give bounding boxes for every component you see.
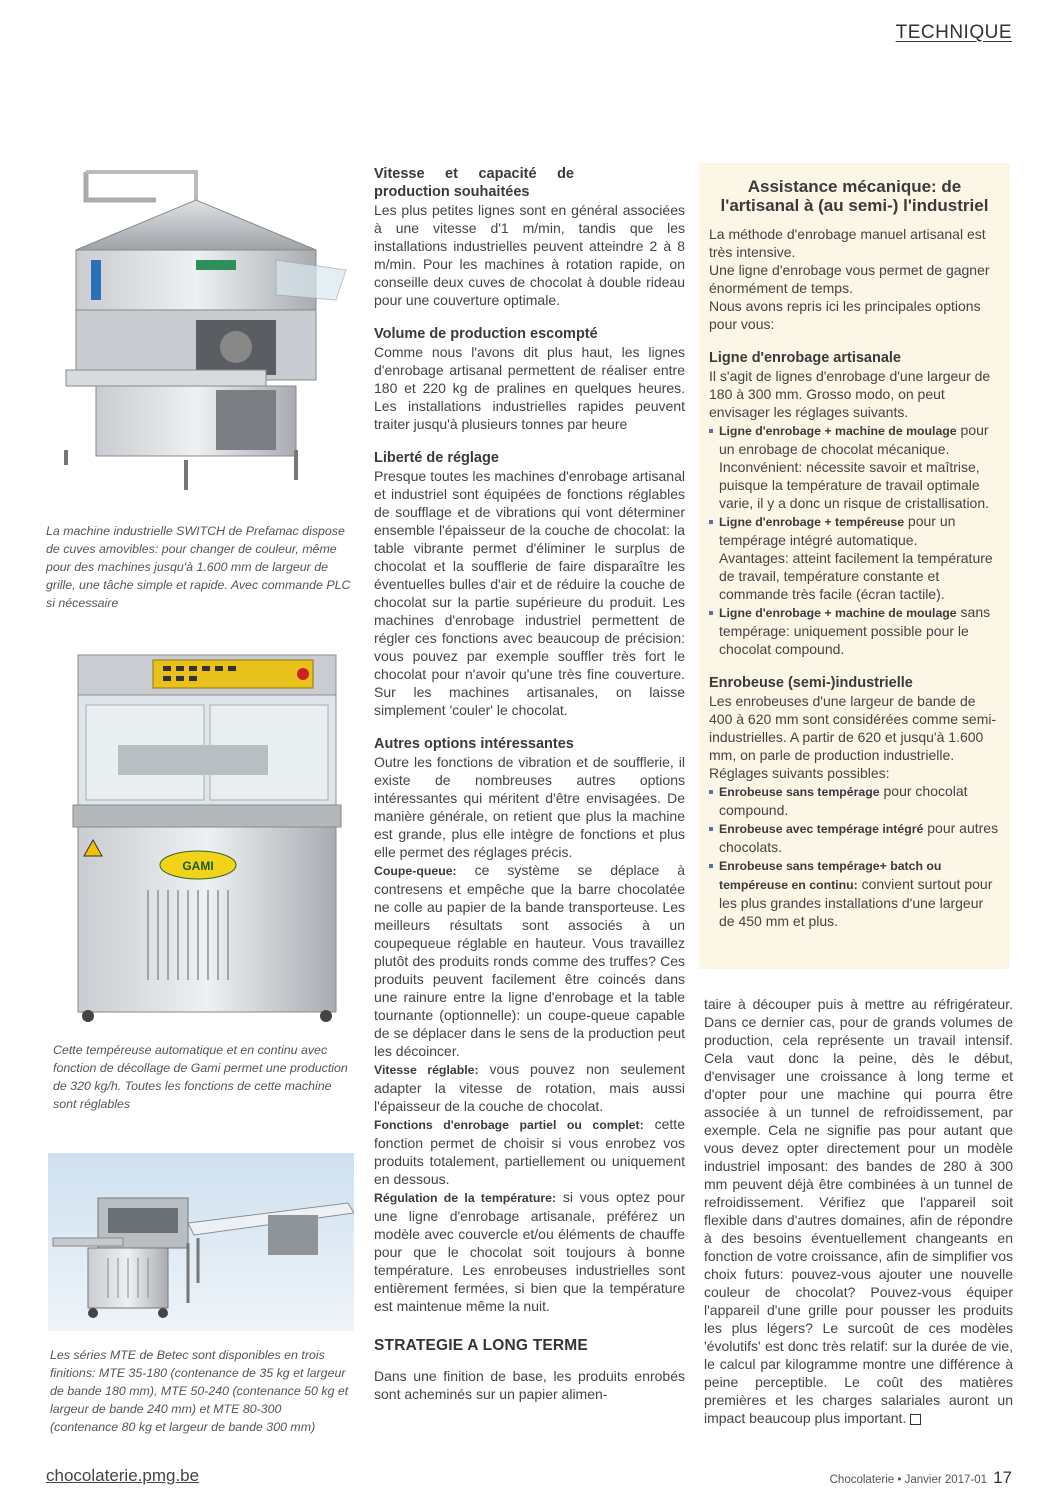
text-fonctions-enrobage: cette fonction permet de choisir si vous enrobez vos produits totalement, partiellement ou uniquement en dessous.	[374, 1116, 685, 1187]
label-regulation-temperature: Régulation de la température:	[374, 1191, 557, 1205]
middle-column	[374, 165, 685, 1403]
paragraph-coupe-queue	[374, 861, 685, 1060]
paragraph-vitesse-reglable	[374, 1060, 685, 1115]
section-tag: TECHNIQUE	[895, 22, 1012, 43]
heading-strategie: STRATEGIE A LONG TERME	[374, 1337, 588, 1354]
assistance-mecanique-box	[699, 163, 1010, 969]
bullet-batch-continu: Enrobeuse sans tempérage+ batch ou tempéreuse en continu: convient surtout pour les plus grandes installations d'une largeur de 450 mm et plus.	[709, 856, 1000, 930]
box-title: Assistance mécanique: de l'artisanal à (au semi-) l'industriel	[720, 177, 989, 215]
bullet-icon	[709, 429, 713, 433]
prefamac-machine-illustration	[46, 160, 356, 500]
gami-machine-photo	[58, 650, 354, 1025]
prefamac-machine-photo	[46, 160, 356, 500]
text-coupe-queue: ce système se déplace à contresens et empêche que la barre chocolatée ne colle au papier de la bande transporteuse. Les meilleurs résultats sont associés à un coupequeue réglable en hauteur. Vous travaillez plutôt des produits ronds comme des truffes? Ces produits peuvent facilement être coincés dans une rainure entre la ligne d'enrobage et la table tournante (optionnelle): un coupe-queue capable de se déplacer dans le sens de la production peut les décoincer.	[374, 862, 685, 1059]
end-mark-icon	[910, 1414, 921, 1425]
text-regulation-temperature: si vous optez pour une ligne d'enrobage artisanale, préférez un modèle avec couvercle et/ou éléments de chauffe pour que le chocolat soit toujours à bonne température. Les enrobeuses industrielles sont entièrement fermées, si bien que la température est maintenue même la nuit.	[374, 1189, 685, 1314]
photo-caption-gami: Cette tempéreuse automatique et en continu avec fonction de décollage de Gami permet une production de 320 kg/h. Toutes les fonctions de cette machine sont réglables	[53, 1043, 348, 1111]
bullet-icon	[709, 790, 713, 794]
label-coupe-queue: Coupe-queue:	[374, 864, 457, 878]
box-intro-1: La méthode d'enrobage manuel artisanal est très intensive.	[709, 226, 986, 260]
footer-issue	[830, 1468, 1012, 1488]
bullet-icon	[709, 520, 713, 524]
heading-enrobeuse-semi-industrielle: Enrobeuse (semi-)industrielle	[709, 675, 913, 691]
gami-machine-illustration	[58, 650, 354, 1025]
page-number: 17	[993, 1468, 1012, 1487]
bullet-icon	[709, 611, 713, 615]
photo-caption-betec: Les séries MTE de Betec sont disponibles en trois finitions: MTE 35-180 (contenance de 35 kg et largeur de bande 180 mm), MTE 50-240 (contenance 50 kg et largeur de bande 240 mm) et MTE 80-300 (contenance 80 kg et largeur de bande 300 mm)	[50, 1348, 349, 1434]
label-vitesse-reglable: Vitesse réglable:	[374, 1063, 479, 1077]
text-vitesse-reglable: vous pouvez non seulement adapter la vitesse de rotation, mais aussi l'épaisseur de la couche de chocolat.	[374, 1061, 685, 1114]
heading-volume: Volume de production escompté	[374, 326, 598, 342]
betec-mte-photo	[48, 1153, 354, 1331]
text-volume: Comme nous l'avons dit plus haut, les lignes d'enrobage artisanal permettent de réaliser entre 180 et 220 kg de pralines en quelques heures. Les installations industrielles rapides peuvent traiter jusqu'à plusieurs tonnes par heure	[374, 344, 685, 432]
text-enrobeuse-semi-industrielle: Les enrobeuses d'une largeur de bande de 400 à 620 mm sont considérées comme semi-industrielles. A partir de 620 et jusqu'à 1.600 mm, on parle de production industrielle. Réglages suivants possibles:	[709, 693, 997, 781]
bullet-tempereuse-note: Avantages: atteint facilement la température de travail, température constante et commande très facile (écran tactile).	[719, 550, 993, 602]
text-autres-options: Outre les fonctions de vibration et de soufflerie, il existe de nombreuses autres options intéressantes qui méritent d'être envisagées. De manière générale, on retient que plus la machine est grande, plus elle intègre de fonctions et plus elle permet des réglages précis.	[374, 754, 685, 860]
footer-issue-text: Chocolaterie • Janvier 2017-01	[829, 1474, 988, 1486]
paragraph-fonctions-enrobage	[374, 1115, 685, 1188]
bullet-temperage-integre: Enrobeuse avec tempérage intégré pour autres chocolats.	[709, 819, 1000, 856]
label-fonctions-enrobage: Fonctions d'enrobage partiel ou complet:	[374, 1118, 644, 1132]
gami-logo: GAMI	[182, 859, 214, 873]
heading-autres-options: Autres options intéressantes	[374, 736, 574, 752]
bullet-machine-moulage-note: Inconvénient: nécessite savoir et maîtrise, puisque la température de travail optimale varie, il y a donc un risque de cristallisation.	[719, 459, 990, 511]
box-intro-3: Nous avons repris ici les principales options pour vous:	[709, 298, 981, 332]
bullet-tempereuse: Ligne d'enrobage + tempéreuse pour un tempérage intégré automatique.	[709, 512, 1000, 549]
betec-machine-illustration	[48, 1153, 354, 1331]
text-strategie: Dans une finition de base, les produits enrobés sont acheminés sur un papier alimen-	[374, 1368, 685, 1402]
footer-website-link[interactable]: chocolaterie.pmg.be	[46, 1466, 200, 1485]
text-vitesse: Les plus petites lignes sont en général associées à une vitesse d'1 m/min, tandis que les installations industrielles peuvent atteindre 2 à 8 m/min. Pour les machines à rotation rapide, on conseille deux cuves de chocolat à double rideau pour une couverture optimale.	[374, 202, 685, 308]
heading-liberte: Liberté de réglage	[374, 450, 499, 466]
bullet-icon	[709, 827, 713, 831]
right-column-continuation	[704, 995, 1013, 1427]
text-strategie-continued: taire à découper puis à mettre au réfrigérateur. Dans ce dernier cas, pour de grands volumes de production, cela représente un travail intensif. Cela vaut donc la peine, dès le début, d'envisager une croissance à long terme et d'opter pour une machine qui pourra être associée à un tunnel de refroidissement, par exemple. Cela ne signifie pas pour autant que vous devez opter directement pour un modèle industriel imposant: des bandes de 280 à 300 mm peuvent déjà être combinées à un tunnel de refroidissement. Vérifiez que l'appareil soit flexible dans d'autres domaines, afin de répondre à des besoins éventuellement changeants en fonction de votre croissance, afin de simplifier vos choix futurs: pouvez-vous ajouter une nouvelle couleur de chocolat? Pouvez-vous équiper l'appareil d'une grille pour pousser les produits les plus légers? Le surcoût de ces modèles 'évolutifs' est donc très relatif: sur la durée de vie, le calcul par kilogramme montre une différence à peine perceptible. Le coût des matières premières et les charges salariales auront un impact beaucoup plus important.	[704, 996, 1013, 1426]
bullet-icon	[709, 864, 713, 868]
paragraph-regulation-temperature	[374, 1188, 685, 1315]
photo-caption-prefamac: La machine industrielle SWITCH de Prefamac dispose de cuves amovibles: pour changer de couleur, même pour des machines jusqu'à 1.600 mm de largeur de grille, une tâche simple et rapide. Avec commande PLC si nécessaire	[46, 524, 351, 610]
bullet-moulage-sans-temperage: Ligne d'enrobage + machine de moulage sans tempérage: uniquement possible pour le chocolat compound.	[709, 603, 1000, 658]
bullet-machine-moulage: Ligne d'enrobage + machine de moulage pour un enrobage de chocolat mécanique.	[709, 421, 1000, 458]
box-intro-2: Une ligne d'enrobage vous permet de gagner énormément de temps.	[709, 262, 990, 296]
bullet-sans-temperage: Enrobeuse sans tempérage pour chocolat compound.	[709, 782, 1000, 819]
heading-ligne-artisanale: Ligne d'enrobage artisanale	[709, 350, 901, 366]
text-liberte: Presque toutes les machines d'enrobage artisanal et industriel sont équipées de fonctions réglables de soufflage et de vibrations qui vont déterminer ensemble l'épaisseur de la couche de chocolat: la table vibrante permet d'éliminer le surplus de chocolat et la soufflerie de faire disparaître les éventuelles bulles d'air et de réduire la couche de chocolat sur la partie supérieure du produit. Les machines d'enrobage industriel permettent de régler ces fonctions avec beaucoup de précision: vous pouvez par exemple souffler très fort le chocolat pour n'avoir qu'une très fine couverture. Sur les machines artisanales, on laisse simplement 'couler' le chocolat.	[374, 468, 685, 718]
text-ligne-artisanale: Il s'agit de lignes d'enrobage d'une largeur de 180 à 300 mm. Grosso modo, on peut envisager les réglages suivants.	[709, 368, 991, 420]
heading-vitesse: Vitesse et capacité de production souhaitées	[374, 166, 574, 200]
